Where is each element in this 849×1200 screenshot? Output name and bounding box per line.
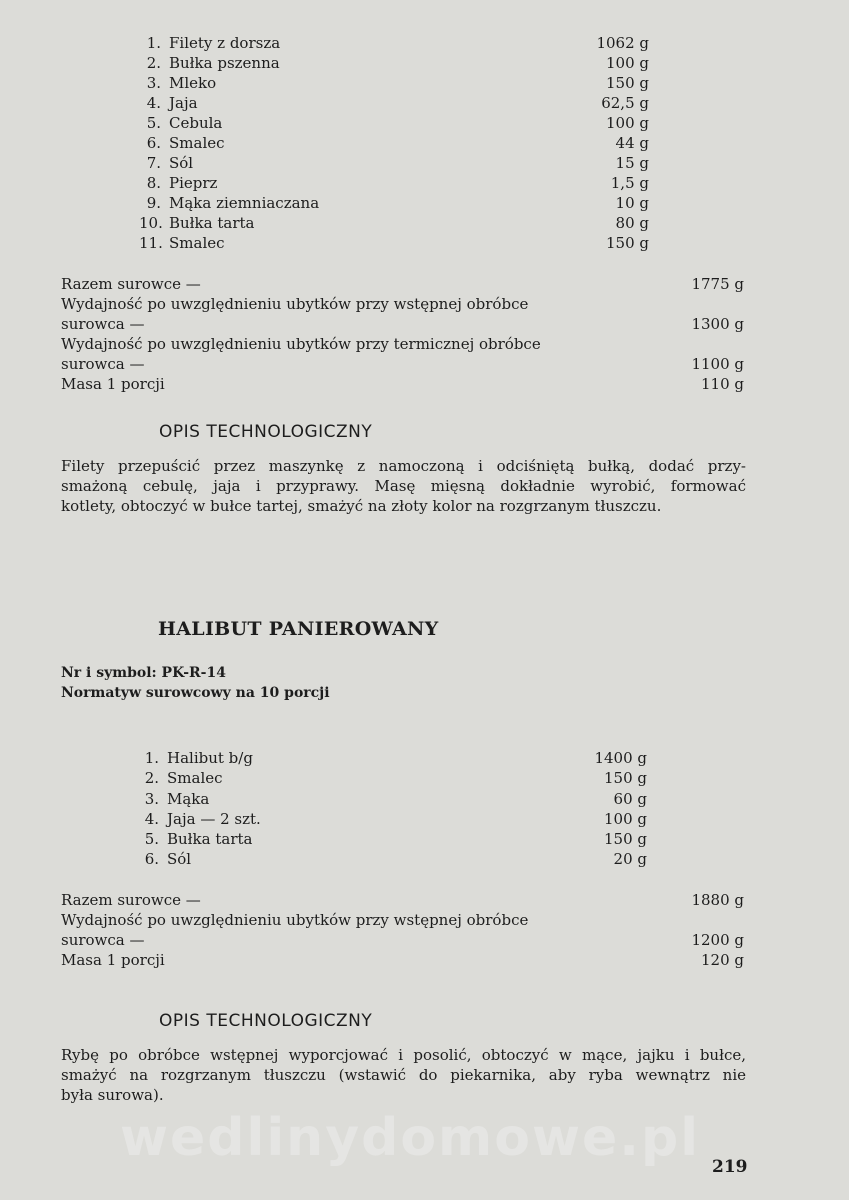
yield-prelim-value: 1200 g [691, 931, 744, 949]
list-item: 1. Filety z dorsza [146, 34, 281, 52]
recipe2-description [61, 1045, 746, 1105]
list-item: 3. Mąka [144, 790, 210, 808]
paragraph-line: Rybę po obróbce wstępnej wyporcjować i posolić, obtoczyć w mące, jajku i bułce, [61, 1046, 746, 1064]
paragraph-line: była surowa). [61, 1086, 164, 1104]
portion-mass-label: Masa 1 porcji [61, 375, 165, 393]
paragraph-line: smażoną cebulę, jaja i przyprawy. Masę mięsną dokładnie wyrobić, formować [61, 477, 746, 495]
ingredient-amount: 80 g [615, 214, 649, 232]
list-item: 9. Mąka ziemniaczana [146, 194, 320, 212]
yield-prelim-label-cont: surowca — [61, 315, 145, 333]
list-item: 3. Mleko [146, 74, 217, 92]
recipe1-description [61, 456, 746, 516]
section-heading: OPIS TECHNOLOGICZNY [159, 422, 373, 442]
recipe-norm: Normatyw surowcowy na 10 porcji [61, 685, 330, 701]
ingredient-amount: 1,5 g [610, 174, 649, 192]
list-item: 6. Sól [144, 850, 192, 868]
ingredient-amount: 15 g [615, 154, 649, 172]
total-raw-value: 1880 g [691, 891, 744, 909]
ingredient-amount: 150 g [605, 234, 649, 252]
ingredient-amount: 60 g [613, 790, 647, 808]
watermark: wedlinydomowe.pl [120, 1108, 701, 1168]
yield-thermal-value: 1100 g [691, 355, 744, 373]
ingredient-amount: 150 g [603, 830, 647, 848]
ingredient-amount: 44 g [615, 134, 649, 152]
list-item: 8. Pieprz [146, 174, 218, 192]
list-item: 5. Bułka tarta [144, 830, 253, 848]
ingredient-amount: 150 g [605, 74, 649, 92]
portion-mass-value: 110 g [700, 375, 744, 393]
ingredient-amount: 100 g [603, 810, 647, 828]
yield-prelim-value: 1300 g [691, 315, 744, 333]
list-item: 5. Cebula [146, 114, 223, 132]
total-raw-value: 1775 g [691, 275, 744, 293]
ingredient-amount: 1062 g [596, 34, 649, 52]
yield-prelim-label: Wydajność po uwzględnieniu ubytków przy wstępnej obróbce [61, 295, 529, 313]
ingredient-amount: 150 g [603, 769, 647, 787]
paragraph-line: smażyć na rozgrzanym tłuszczu (wstawić do piekarnika, aby ryba wewnątrz nie [61, 1066, 746, 1084]
section-heading: OPIS TECHNOLOGICZNY [159, 1011, 373, 1031]
portion-mass-label: Masa 1 porcji [61, 951, 165, 969]
ingredient-amount: 1400 g [594, 749, 647, 767]
recipe-title: HALIBUT PANIEROWANY [158, 618, 439, 640]
paragraph-line: Filety przepuścić przez maszynkę z namoczoną i odciśniętą bułką, dodać przy- [61, 457, 746, 475]
page-number: 219 [712, 1157, 748, 1177]
total-raw-label: Razem surowce — [61, 275, 201, 293]
list-item: 6. Smalec [146, 134, 225, 152]
list-item: 10. Bułka tarta [139, 214, 255, 232]
list-item: 4. Jaja [146, 94, 198, 112]
yield-prelim-label-cont: surowca — [61, 931, 145, 949]
list-item: 7. Sól [146, 154, 194, 172]
list-item: 2. Bułka pszenna [146, 54, 280, 72]
total-raw-label: Razem surowce — [61, 891, 201, 909]
list-item: 1. Halibut b/g [144, 749, 253, 767]
list-item: 2. Smalec [144, 769, 223, 787]
list-item: 11. Smalec [139, 234, 225, 252]
ingredient-amount: 62,5 g [601, 94, 649, 112]
yield-prelim-label: Wydajność po uwzględnieniu ubytków przy wstępnej obróbce [61, 911, 529, 929]
yield-thermal-label: Wydajność po uwzględnieniu ubytków przy termicznej obróbce [61, 335, 541, 353]
ingredient-amount: 20 g [613, 850, 647, 868]
list-item: 4. Jaja — 2 szt. [144, 810, 261, 828]
ingredient-amount: 10 g [615, 194, 649, 212]
yield-thermal-label-cont: surowca — [61, 355, 145, 373]
recipe-symbol: Nr i symbol: PK-R-14 [61, 665, 226, 681]
portion-mass-value: 120 g [700, 951, 744, 969]
ingredient-amount: 100 g [605, 114, 649, 132]
paragraph-line: kotlety, obtoczyć w bułce tartej, smażyć na złoty kolor na rozgrzanym tłuszczu. [61, 497, 662, 515]
ingredient-amount: 100 g [605, 54, 649, 72]
